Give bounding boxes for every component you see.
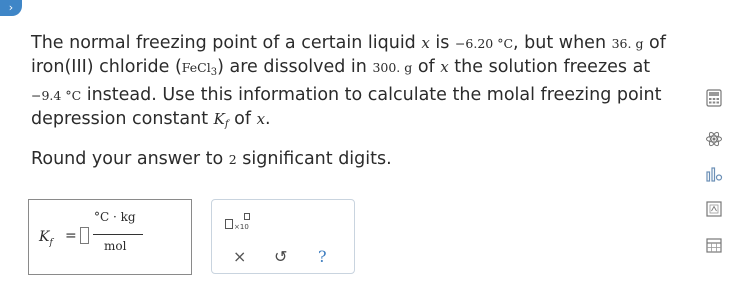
calculator-icon[interactable] bbox=[705, 89, 723, 107]
chevron-icon: › bbox=[8, 1, 14, 14]
close-icon: × bbox=[233, 247, 247, 266]
solvent-mass: 300. g bbox=[372, 59, 413, 75]
collapse-tab-button[interactable] bbox=[0, 0, 22, 16]
answer-input[interactable] bbox=[80, 227, 89, 244]
undo-button[interactable] bbox=[274, 249, 287, 265]
clear-button[interactable] bbox=[233, 249, 246, 265]
solute-mass: 36. g bbox=[611, 36, 644, 51]
math-tool-panel bbox=[211, 199, 355, 274]
kf-label: $K_f$ bbox=[39, 229, 53, 248]
unit-denominator: mol bbox=[104, 239, 127, 253]
solute-formula: FeCl$_3$ bbox=[181, 59, 218, 78]
rounding-instruction: Round your answer to 2 significant digits. bbox=[31, 149, 392, 169]
periodic-table-icon[interactable] bbox=[705, 130, 723, 148]
help-icon: ? bbox=[318, 247, 327, 266]
normal-freezing-point: −6.20 °C bbox=[454, 36, 514, 51]
question-text: The normal freezing point of a certain liquid x is −6.20 °C, but when 36. g of iron(III) chloride (FeCl$_3$) are dissolved in 300. g of x the solution freezes at −9.4 °C instead. Use this information to calculate the molal freezing point depression constant $K_f$ of x. bbox=[31, 33, 666, 130]
answer-box bbox=[28, 199, 192, 275]
help-button[interactable] bbox=[318, 249, 327, 265]
unit-numerator: °C · kg bbox=[94, 210, 136, 224]
scientific-notation-button[interactable]: ×10 bbox=[225, 211, 261, 235]
data-chart-icon[interactable] bbox=[705, 165, 723, 183]
equals-sign: = bbox=[65, 228, 77, 244]
side-toolbar bbox=[700, 0, 750, 306]
reference-table-icon[interactable] bbox=[705, 200, 723, 218]
calendar-tools-icon[interactable] bbox=[705, 236, 723, 254]
undo-icon: ↺ bbox=[274, 247, 288, 266]
solution-freezing-point: −9.4 °C bbox=[31, 88, 82, 103]
fraction-bar bbox=[93, 234, 143, 235]
